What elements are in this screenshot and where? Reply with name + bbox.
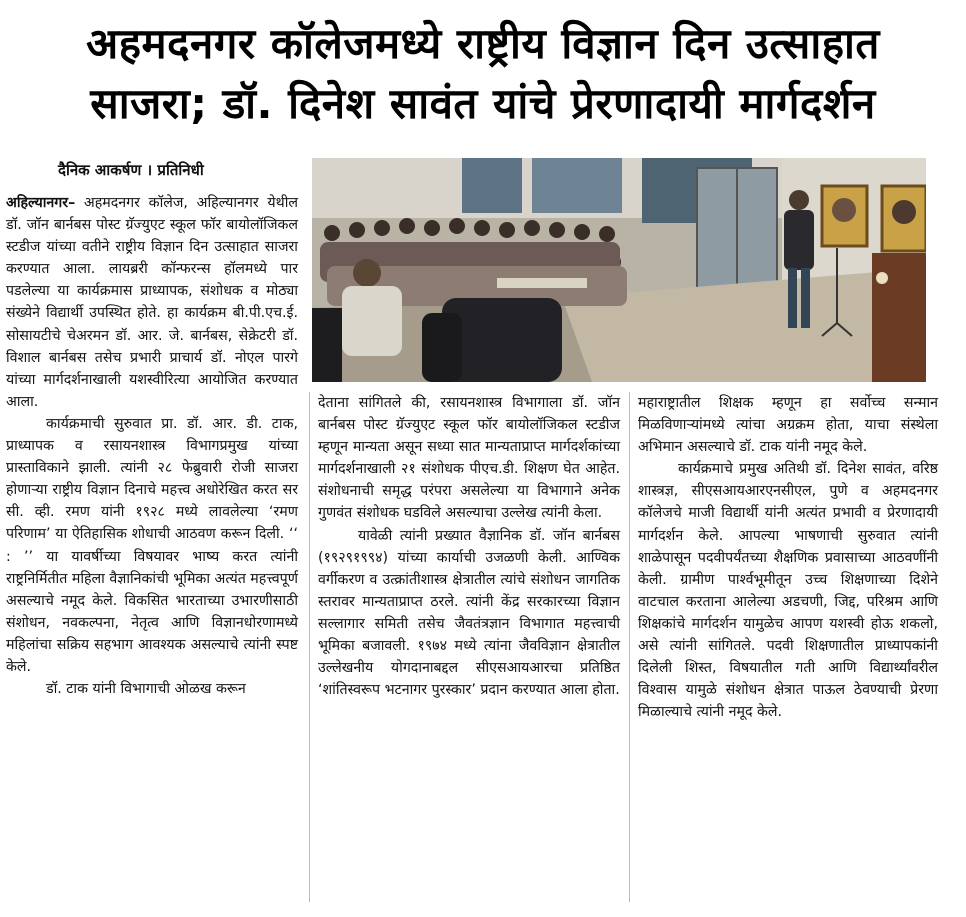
paragraph-1 — [6, 192, 298, 413]
column-divider — [629, 392, 630, 902]
paragraph-3: डॉ. टाक यांनी विभागाची ओळख करून — [46, 681, 246, 698]
paragraph-6: महाराष्ट्रातील शिक्षक म्हणून हा सर्वोच्च सन्मान मिळविणाऱ्यांमध्ये त्यांचा अग्रक्रम होता, याचा संस्थेला अभिमान असल्याचे डॉ. टाक यांनी नमूद केले. — [638, 395, 938, 456]
article-column-2 — [318, 392, 620, 701]
dateline-city: अहिल्यानगर– — [6, 195, 76, 211]
article-column-1 — [6, 192, 298, 700]
paragraph-2: कार्यक्रमाची सुरुवात प्रा. डॉ. आर. डी. टाक, प्राध्यापक व रसायनशास्त्र विभागप्रमुख यांच्या प्रास्ताविकाने झाली. त्यांनी २८ फेब्रुवारी रोजी साजरा होणाऱ्या राष्ट्रीय विज्ञान दिनाचे महत्त्व अधोरेखित करत सर सी. व्ही. रमण यांनी १९२८ मध्ये लावलेल्या ‘रमण परिणाम’ या ऐतिहासिक शोधाची आठवण करून दिली. ‘‘ : ’’ या यावर्षीच्या विषयावर भाष्य करत त्यांनी राष्ट्रनिर्मितीत महिला वैज्ञानिकांची भूमिका अत्यंत महत्त्वपूर्ण असल्याचे नमूद केले. विकसित भारताच्या उभारणीसाठी संशोधन, नवकल्पना, नेतृत्व आणि विज्ञानधोरणामध्ये महिलांचा सक्रिय सहभाग आवश्यक असल्याचे त्यांनी स्पष्ट केले. — [6, 415, 298, 675]
column-divider — [309, 392, 310, 902]
article-column-3 — [638, 392, 938, 723]
event-photo — [312, 158, 926, 382]
paragraph-5: यावेळी त्यांनी प्रख्यात वैज्ञानिक डॉ. जॉन बार्नबस (१९२९१९९४) यांच्या कार्याची उजळणी केली. आण्विक वर्गीकरण व उत्क्रांतीशास्त्र क्षेत्रातील त्यांचे संशोधन जागतिक स्तरावर मान्यताप्राप्त ठरले. त्यांनी केंद्र सरकारच्या विज्ञान सल्लागार समिती तसेच जैवतंत्रज्ञान विभागात महत्त्वाची भूमिका बजावली. १९७४ मध्ये त्यांना जैवविज्ञान क्षेत्रातील उल्लेखनीय योगदानाबद्दल सीएसआयआरचा प्रतिष्ठित ‘शांतिस्वरूप भटनागर पुरस्कार’ प्रदान करण्यात आला होता. — [318, 527, 620, 699]
paragraph-4: देताना सांगितले की, रसायनशास्त्र विभागाला डॉ. जॉन बार्नबस पोस्ट ग्रॅज्युएट स्कूल फॉर बायोलॉजिकल स्टडीज म्हणून मान्यता असून सध्या सात मान्यताप्राप्त मार्गदर्शकांच्या मार्गदर्शनाखाली २१ संशोधक पीएच.डी. शिक्षण घेत आहेत. संशोधनाची समृद्ध परंपरा असलेल्या या विभागाने अनेक गुणवंत संशोधक घडविले असल्याचा उल्लेख त्यांनी केला. — [318, 395, 620, 522]
paragraph-7: कार्यक्रमाचे प्रमुख अतिथी डॉ. दिनेश सावंत, वरिष्ठ शास्त्रज्ञ, सीएसआयआरएनसीएल, पुणे व अहमदनगर कॉलेजचे माजी विद्यार्थी यांनी अत्यंत प्रभावी व प्रेरणादायी मार्गदर्शन केले. आपल्या भाषणाची सुरुवात त्यांनी शाळेपासून पदवीपर्यंतच्या शैक्षणिक प्रवासाच्या आठवणींनी केली. ग्रामीण पार्श्वभूमीतून उच्च शिक्षणाच्या दिशेने वाटचाल करताना आलेल्या अडचणी, जिद्द, परिश्रम आणि शिक्षकांचे मार्गदर्शन यामुळेच आपण यशस्वी होऊ शकलो, असे त्यांनी सांगितले. पदवी शिक्षणातील प्राध्यापकांनी दिलेली शिस्त, विषयातील गती आणि विद्यार्थ्यांवरील विश्वास यामुळे संशोधन क्षेत्रात पाऊल ठेवण्याची प्रेरणा मिळाल्याचे त्यांनी नमूद केले. — [638, 461, 938, 721]
headline-line-2: साजरा; डॉ. दिनेश सावंत यांचे प्रेरणादायी मार्गदर्शन — [90, 79, 876, 128]
byline: दैनिक आकर्षण । प्रतिनिधी — [58, 161, 204, 179]
headline-line-1: अहमदनगर कॉलेजमध्ये राष्ट्रीय विज्ञान दिन उत्साहात — [86, 19, 880, 68]
paragraph-1-text: अहमदनगर कॉलेज, अहिल्यानगर येथील डॉ. जॉन बार्नबस पोस्ट ग्रॅज्युएट स्कूल फॉर बायोलॉजिकल स्टडीज यांच्या वतीने राष्ट्रीय विज्ञान दिन उत्साहात साजरा करण्यात आला. लायब्ररी कॉन्फरन्स हॉलमध्ये पार पडलेल्या या कार्यक्रमास प्राध्यापक, संशोधक व मोठ्या संख्येने विद्यार्थी उपस्थित होते. हा कार्यक्रम बी.पी.एच.ई. सोसायटीचे चेअरमन डॉ. आर. जे. बार्नबस, सेक्रेटरी डॉ. विशाल बार्नबस तसेच प्रभारी प्राचार्य डॉ. नोएल पारगे यांच्या मार्गदर्शनाखाली यशस्वीरित्या आयोजित करण्यात आला. — [6, 195, 298, 410]
